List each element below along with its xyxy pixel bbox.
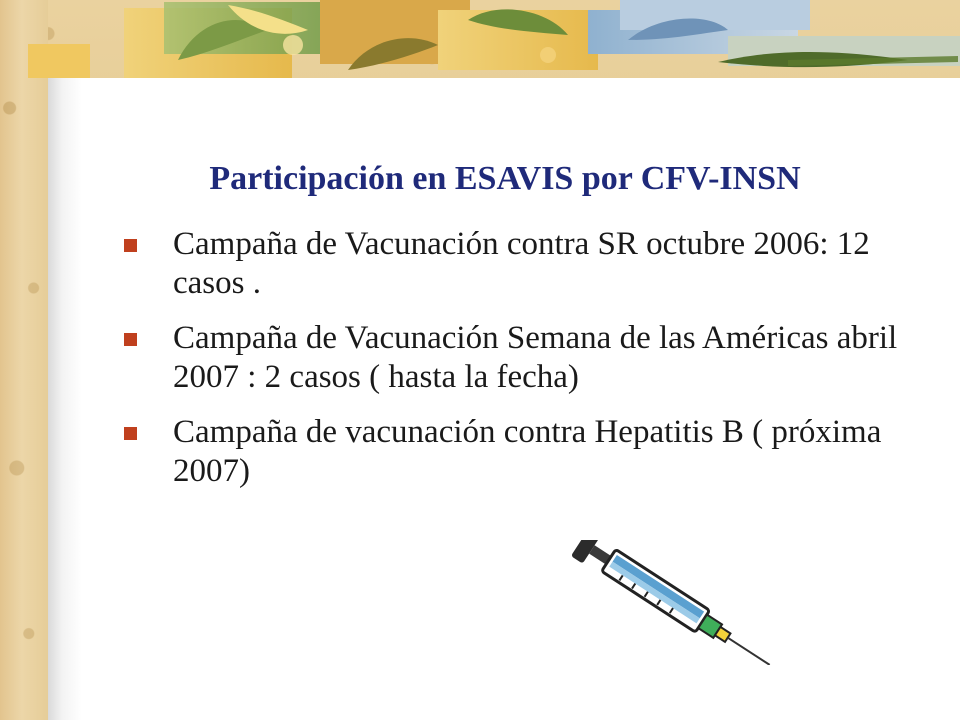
- square-bullet-icon: [124, 427, 137, 440]
- list-item: [120, 225, 910, 303]
- bullet-text: Campaña de Vacunación Semana de las Américas abril 2007 : 2 casos ( hasta la fecha): [173, 320, 898, 395]
- slide-title: Participación en ESAVIS por CFV-INSN: [209, 160, 801, 197]
- bullet-text: Campaña de Vacunación contra SR octubre 2006: 12 casos .: [173, 226, 870, 301]
- list-item: [120, 319, 910, 397]
- leaf-collage-banner: [28, 0, 960, 84]
- bullet-text: Campaña de vacunación contra Hepatitis B ( próxima 2007): [173, 414, 882, 489]
- square-bullet-icon: [124, 239, 137, 252]
- leaf-collage-icon: [28, 0, 960, 84]
- list-item: [120, 413, 910, 491]
- bullet-list: [120, 225, 910, 507]
- square-bullet-icon: [124, 333, 137, 346]
- syringe-icon: [556, 540, 786, 665]
- parchment-left-strip: [0, 0, 48, 720]
- syringe-illustration: [556, 540, 786, 665]
